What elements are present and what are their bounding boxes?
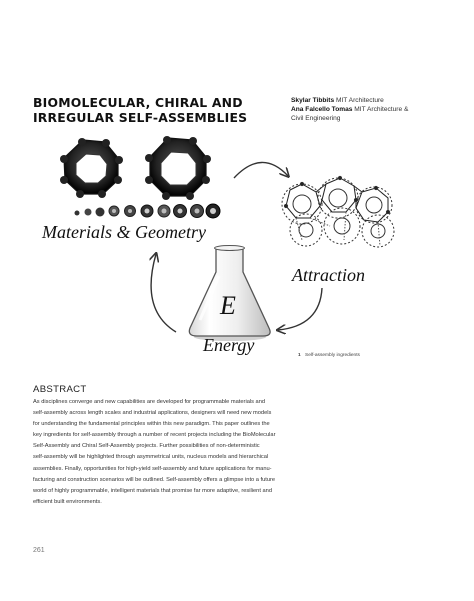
particle-row [75,204,221,218]
figure-caption-text: Self-assembly ingredients [305,353,360,358]
arrow-energy-to-materials [151,254,176,332]
figure-illustration [40,130,440,360]
author-1-affiliation: MIT Architecture [335,97,384,104]
flask-illustration [189,246,270,342]
author-block [291,96,456,124]
label-attraction: Attraction [292,265,365,285]
paper-title-line-2: IRREGULAR SELF-ASSEMBLIES [33,110,248,125]
abstract-line: self-assembly across length scales and industrial applications, designers will need new models [33,410,272,417]
author-2-affiliation: MIT Architecture & [354,106,409,114]
abstract-line: for understanding the fundamental principles within this new paradigm. This paper outlines the [33,421,270,428]
self-assembly-figure [40,130,440,360]
author-2-affiliation-cont: Civil Engineering [291,115,341,123]
arrow-materials-to-attraction [234,162,288,178]
assembly-diagram [282,176,394,247]
abstract-heading: ABSTRACT [33,384,87,395]
arrow-attraction-to-energy [278,288,322,330]
abstract-line: Self-Assembly and Chiral Self-Assembly projects. Further possibilities of non-deterministic [33,443,260,450]
abstract-line: facturing and construction scenarios will be outlined. Self-assembly offers a glimpse into a future [33,476,276,483]
abstract-line: assemblies. Finally, opportunities for high-yield self-assembly and future applications for manu- [33,465,272,472]
page-number: 261 [33,547,45,554]
molecular-ring-left [60,138,123,198]
author-2 [291,105,456,114]
paper-title [33,95,283,125]
author-2-name: Ana Falcello Tomas [291,106,353,114]
abstract-body [33,397,443,508]
label-energy: Energy [203,335,255,355]
figure-caption-number: 1 [298,353,301,358]
abstract-line: efficient built environments. [33,498,102,505]
figure-caption [298,353,360,358]
abstract-line: world of highly programmable, intelligent materials that promise far more adaptive, resilient and [33,487,272,494]
abstract-line: self-assembly will be highlighted through asymmetrical units, nucleus models and hierarchical [33,454,269,461]
author-1 [291,96,456,105]
molecular-ring-right [145,136,211,200]
abstract-line: key ingredients for self-assembly through a number of recent projects including the BioMolecular [33,432,276,439]
abstract-line: As disciplines converge and new capabilities are developed for programmable materials and [33,399,266,405]
label-materials-geometry: Materials & Geometry [42,222,206,242]
flask-letter: E [220,291,236,320]
author-1-name: Skylar Tibbits [291,97,335,104]
paper-title-line-1: BIOMOLECULAR, CHIRAL AND [33,95,243,110]
